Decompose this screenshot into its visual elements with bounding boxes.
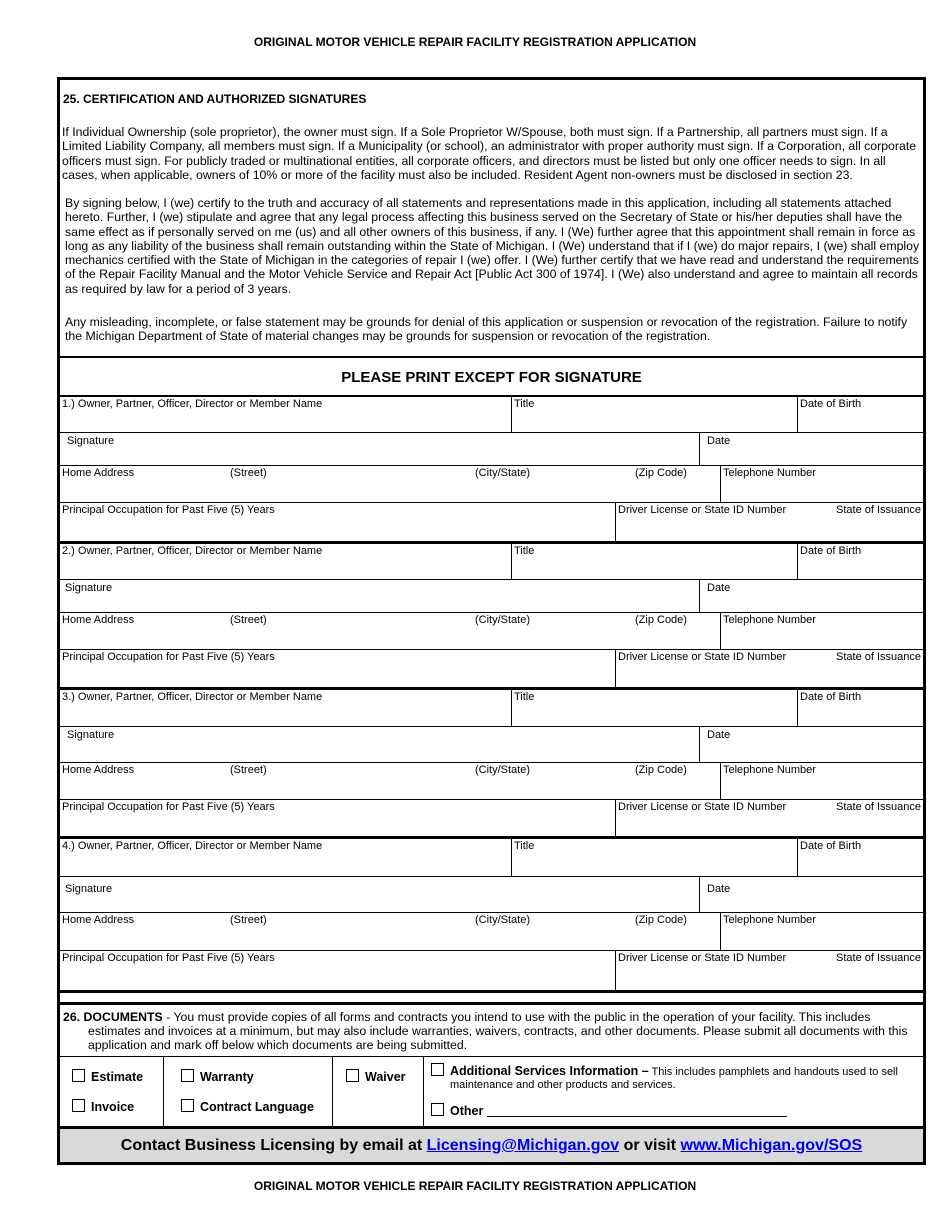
documents-title: 26. DOCUMENTS (63, 1010, 163, 1024)
invoice-checkbox[interactable] (72, 1099, 134, 1114)
email-link[interactable]: Licensing@Michigan.gov (426, 1137, 620, 1154)
dob-field[interactable] (797, 690, 923, 726)
title-field[interactable] (511, 397, 797, 432)
dob-label: Date of Birth (800, 691, 862, 703)
signature-field[interactable] (60, 580, 699, 612)
certification-paragraph-2: By signing below, I (we) certify to the truth and accuracy of all statements and representations made in this application, including all statements attached hereto. Further, I (we) stipulate and agree that any legal process affecting this business served on the Secretary of State or his/her deputies shall have the same effect as if personally served on me (us) and all other owners of this business, if any. I (We) further agree that this appointment shall remain in force as long as any liability of the business shall remain outstanding within the State of Michigan. I (We) understand that if I (we) do major repairs, I (we) shall employ mechanics certified with the State of Michigan in the categories of repair I (we) offer. I (We) further certify that we have read and understand the requirements of the Repair Facility Manual and the Motor Vehicle Service and Repair Act [Public Act 300 of 1974]. I (We) also understand and agree to maintain all records as required by law for a period of 3 years. (65, 196, 920, 296)
owner-name-row (60, 397, 923, 433)
additional-services-label: Additional Services Information – (450, 1064, 649, 1078)
occupation-row (60, 800, 923, 836)
documents-col-2 (163, 1057, 332, 1127)
home-address-label: Home Address (62, 614, 135, 626)
certification-title: 25. CERTIFICATION AND AUTHORIZED SIGNATURES (63, 92, 367, 106)
license-label: Driver License or State ID Number (618, 504, 787, 516)
other-checkbox[interactable] (431, 1103, 787, 1118)
invoice-checkbox-box[interactable] (72, 1099, 85, 1112)
title-label: Title (514, 398, 535, 410)
home-address-field[interactable] (60, 613, 720, 649)
occupation-field[interactable] (60, 800, 615, 836)
owner-name-row (60, 544, 923, 580)
telephone-field[interactable] (720, 913, 923, 950)
license-label: Driver License or State ID Number (618, 651, 787, 663)
warranty-checkbox-box[interactable] (181, 1069, 194, 1082)
occupation-row (60, 503, 923, 541)
street-label: (Street) (230, 467, 267, 479)
owner-name-label: 1.) Owner, Partner, Officer, Director or Member Name (62, 398, 323, 410)
date-field[interactable] (699, 580, 923, 612)
warranty-label: Warranty (200, 1070, 254, 1084)
telephone-field[interactable] (720, 613, 923, 649)
owner-name-field[interactable] (60, 397, 511, 432)
signature-row (60, 433, 923, 466)
form-frame (57, 77, 926, 1165)
documents-col-1 (60, 1057, 163, 1127)
date-label: Date (707, 435, 731, 447)
owner-name-field[interactable] (60, 544, 511, 579)
street-label: (Street) (230, 914, 267, 926)
home-address-label: Home Address (62, 914, 135, 926)
certification-section (60, 80, 923, 358)
owner-block-3 (60, 690, 923, 839)
owner-name-label: 4.) Owner, Partner, Officer, Director or Member Name (62, 840, 323, 852)
zip-code-label: (Zip Code) (635, 764, 687, 776)
owner-name-label: 2.) Owner, Partner, Officer, Director or Member Name (62, 545, 323, 557)
additional-services-checkbox[interactable] (431, 1063, 898, 1078)
telephone-label: Telephone Number (723, 467, 816, 479)
title-label: Title (514, 840, 535, 852)
license-field[interactable] (615, 650, 923, 687)
signature-row (60, 877, 923, 913)
warranty-checkbox[interactable] (181, 1069, 254, 1084)
documents-text: - You must provide copies of all forms and contracts you intend to use with the public in the operation of your facility. This includes estimates and invoices at a minimum, but may also include warranties, waivers, contracts, and other documents. Please submit all documents with this application and mark off below which documents are being submitted. (88, 1010, 908, 1052)
owner-block-2 (60, 544, 923, 690)
certification-paragraph-1: If Individual Ownership (sole proprietor), the owner must sign. If a Sole Proprietor W/Spouse, both must sign. If a Partnership, all partners must sign. If a Limited Liability Company, all members must sign. If a Municipality (or school), an administrator with proper authority must sign. If a Corporation, all corporate officers must sign. For publicly traded or multinational entities, all corporate officers, and directors must be listed but only one officer needs to sign. In all cases, when applicable, owners of 10% or more of the facility must also be included. Resident Agent non-owners must be disclosed in section 23. (62, 125, 917, 182)
page-footer-title: ORIGINAL MOTOR VEHICLE REPAIR FACILITY REGISTRATION APPLICATION (253, 1179, 697, 1193)
other-label: Other (450, 1104, 484, 1118)
home-address-field[interactable] (60, 763, 720, 799)
license-label: Driver License or State ID Number (618, 952, 787, 964)
date-field[interactable] (699, 727, 923, 762)
owner-name-field[interactable] (60, 839, 511, 876)
owner-name-row (60, 839, 923, 877)
print-banner: PLEASE PRINT EXCEPT FOR SIGNATURE (60, 358, 923, 397)
dob-label: Date of Birth (800, 840, 862, 852)
contact-bar (60, 1126, 923, 1162)
state-issuance-label: State of Issuance (836, 952, 921, 964)
occupation-field[interactable] (60, 650, 615, 687)
page-header-title: ORIGINAL MOTOR VEHICLE REPAIR FACILITY REGISTRATION APPLICATION (253, 35, 697, 49)
home-address-label: Home Address (62, 764, 135, 776)
contact-middle: or visit (619, 1137, 681, 1154)
dob-label: Date of Birth (800, 398, 862, 410)
title-label: Title (514, 691, 535, 703)
date-field[interactable] (699, 433, 923, 465)
signature-field[interactable] (60, 433, 699, 465)
contact-prefix: Contact Business Licensing by email at (120, 1137, 427, 1154)
home-address-label: Home Address (62, 467, 135, 479)
title-field[interactable] (511, 690, 797, 726)
occupation-label: Principal Occupation for Past Five (5) Years (62, 801, 275, 813)
signature-field[interactable] (60, 877, 699, 912)
address-row (60, 466, 923, 503)
state-issuance-label: State of Issuance (836, 801, 921, 813)
estimate-checkbox-box[interactable] (72, 1069, 85, 1082)
signature-label: Signature (65, 582, 113, 594)
telephone-label: Telephone Number (723, 764, 816, 776)
date-label: Date (707, 883, 731, 895)
signature-row (60, 727, 923, 763)
state-issuance-label: State of Issuance (836, 504, 921, 516)
certification-paragraph-3: Any misleading, incomplete, or false statement may be grounds for denial of this application or suspension or revocation of the registration. Failure to notify the Michigan Department of State of material changes may be grounds for suspension or revocation of the registration. (65, 315, 908, 344)
license-label: Driver License or State ID Number (618, 801, 787, 813)
estimate-label: Estimate (91, 1070, 144, 1084)
dob-label: Date of Birth (800, 545, 862, 557)
occupation-label: Principal Occupation for Past Five (5) Years (62, 651, 275, 663)
state-issuance-label: State of Issuance (836, 651, 921, 663)
estimate-checkbox[interactable] (72, 1069, 143, 1084)
city-state-label: (City/State) (475, 914, 531, 926)
waiver-checkbox-box[interactable] (346, 1069, 359, 1082)
occupation-row (60, 951, 923, 990)
dob-field[interactable] (797, 544, 923, 579)
waiver-checkbox[interactable] (346, 1069, 406, 1084)
owner-block-4 (60, 839, 923, 993)
license-field[interactable] (615, 951, 923, 990)
additional-services-note: This includes pamphlets and handouts used to sell (648, 1066, 898, 1078)
home-address-field[interactable] (60, 913, 720, 950)
owner-name-label: 3.) Owner, Partner, Officer, Director or Member Name (62, 691, 323, 703)
dob-field[interactable] (797, 839, 923, 876)
telephone-field[interactable] (720, 466, 923, 502)
zip-code-label: (Zip Code) (635, 467, 687, 479)
documents-col-4 (423, 1057, 923, 1127)
title-field[interactable] (511, 839, 797, 876)
street-label: (Street) (230, 764, 267, 776)
invoice-label: Invoice (91, 1100, 135, 1114)
date-field[interactable] (699, 877, 923, 912)
title-field[interactable] (511, 544, 797, 579)
address-row (60, 913, 923, 951)
signature-label: Signature (67, 729, 115, 741)
home-address-field[interactable] (60, 466, 720, 502)
occupation-label: Principal Occupation for Past Five (5) Years (62, 504, 275, 516)
occupation-row (60, 650, 923, 687)
waiver-label: Waiver (365, 1070, 406, 1084)
documents-description (63, 1010, 921, 1052)
signature-field[interactable] (60, 727, 699, 762)
additional-services-checkbox-box[interactable] (431, 1063, 444, 1076)
date-label: Date (707, 582, 731, 594)
address-row (60, 763, 923, 800)
telephone-field[interactable] (720, 763, 923, 799)
signature-label: Signature (67, 435, 115, 447)
documents-checklist (60, 1056, 923, 1126)
documents-section (60, 1002, 923, 1126)
owner-name-row (60, 690, 923, 727)
city-state-label: (City/State) (475, 467, 531, 479)
zip-code-label: (Zip Code) (635, 914, 687, 926)
city-state-label: (City/State) (475, 764, 531, 776)
owner-name-field[interactable] (60, 690, 511, 726)
signature-row (60, 580, 923, 613)
occupation-field[interactable] (60, 951, 615, 990)
street-label: (Street) (230, 614, 267, 626)
license-field[interactable] (615, 800, 923, 836)
contract-language-checkbox-box[interactable] (181, 1099, 194, 1112)
signature-label: Signature (65, 883, 113, 895)
telephone-label: Telephone Number (723, 614, 816, 626)
license-field[interactable] (615, 503, 923, 541)
occupation-label: Principal Occupation for Past Five (5) Years (62, 952, 275, 964)
telephone-label: Telephone Number (723, 914, 816, 926)
other-text-field[interactable] (487, 1116, 787, 1117)
title-label: Title (514, 545, 535, 557)
other-checkbox-box[interactable] (431, 1103, 444, 1116)
dob-field[interactable] (797, 397, 923, 432)
documents-col-3 (332, 1057, 423, 1127)
occupation-field[interactable] (60, 503, 615, 541)
website-link[interactable]: www.Michigan.gov/SOS (680, 1137, 863, 1154)
contract-language-checkbox[interactable] (181, 1099, 314, 1114)
address-row (60, 613, 923, 650)
zip-code-label: (Zip Code) (635, 614, 687, 626)
city-state-label: (City/State) (475, 614, 531, 626)
date-label: Date (707, 729, 731, 741)
additional-services-note-2: maintenance and other products and services. (450, 1079, 676, 1091)
contract-language-label: Contract Language (200, 1100, 314, 1114)
owner-block-1 (60, 397, 923, 544)
